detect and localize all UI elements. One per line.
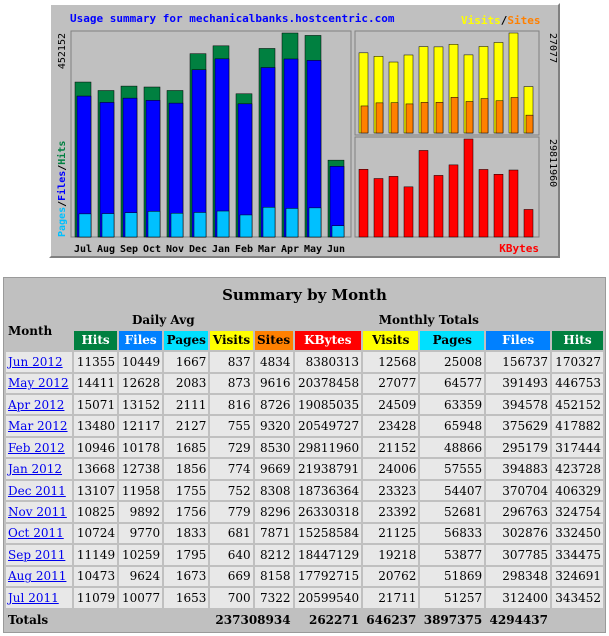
- x-tick-label: Sep: [119, 244, 139, 255]
- daily-hits-cell: 11079: [74, 588, 117, 608]
- col-files: Files: [486, 331, 550, 350]
- month-cell: [6, 395, 72, 414]
- daily-files-cell: 9892: [119, 502, 162, 521]
- kbytes-bar: [464, 139, 473, 237]
- monthly-sites-cell: 9320: [255, 416, 293, 435]
- daily-hits-cell: 10946: [74, 438, 117, 457]
- month-cell: [6, 502, 72, 521]
- sites-legend: Sites: [507, 14, 541, 27]
- col-daily-pages: Pages: [164, 331, 208, 350]
- table-row: [6, 352, 603, 371]
- hits-legend: Hits: [57, 140, 68, 165]
- svg-text:Pages/Files/Hits: [56, 141, 68, 237]
- month-header: Month: [6, 312, 72, 350]
- x-tick-label: May: [303, 244, 323, 255]
- pages-bar: [309, 208, 321, 237]
- monthly-files-cell: 296763: [486, 502, 550, 521]
- monthly-hits-cell: 317444: [552, 438, 603, 457]
- monthly-sites-cell: 9616: [255, 374, 293, 393]
- daily-visits-cell: 640: [210, 545, 252, 564]
- sites-bar: [421, 102, 428, 133]
- total-kbytes: 237308934: [74, 610, 293, 630]
- daily-hits-cell: 15071: [74, 395, 117, 414]
- kbytes-bar: [419, 150, 428, 237]
- daily-pages-cell: 1833: [164, 524, 208, 543]
- visits-legend-text: Visits: [461, 14, 501, 27]
- monthly-sites-cell: 9669: [255, 459, 293, 478]
- daily-hits-cell: 13480: [74, 416, 117, 435]
- monthly-files-cell: 375629: [486, 416, 550, 435]
- x-tick-label: Jul: [73, 244, 93, 255]
- monthly-sites-cell: 8726: [255, 395, 293, 414]
- monthly-sites-cell: 8158: [255, 567, 293, 586]
- daily-hits-cell: 11149: [74, 545, 117, 564]
- monthly-pages-cell: 25008: [420, 352, 484, 371]
- daily-hits-cell: 14411: [74, 374, 117, 393]
- monthly-files-cell: 302876: [486, 524, 550, 543]
- total-hits: 4294437: [486, 610, 550, 630]
- kbytes-bar: [434, 175, 443, 237]
- daily-visits-cell: 752: [210, 481, 252, 500]
- monthly-kbytes-cell: 8380313: [295, 352, 362, 371]
- summary-title: Summary by Month: [6, 280, 603, 310]
- x-tick-label: Feb: [234, 244, 254, 255]
- monthly-visits-cell: 19218: [363, 545, 418, 564]
- daily-visits-cell: 816: [210, 395, 252, 414]
- monthly-kbytes-cell: 29811960: [295, 438, 362, 457]
- daily-files-cell: 10178: [119, 438, 162, 457]
- daily-files-cell: 12628: [119, 374, 162, 393]
- pages-bar: [286, 208, 298, 237]
- month-cell: [6, 459, 72, 478]
- main-max-label: 452152: [57, 33, 68, 70]
- sites-bar: [511, 97, 518, 133]
- daily-files-cell: 10449: [119, 352, 162, 371]
- monthly-sites-cell: 4834: [255, 352, 293, 371]
- monthly-kbytes-cell: 21938791: [295, 459, 362, 478]
- month-link[interactable]: Jun 2012: [8, 354, 63, 369]
- monthly-visits-cell: 12568: [363, 352, 418, 371]
- files-legend: Files: [57, 170, 68, 201]
- daily-files-cell: 13152: [119, 395, 162, 414]
- monthly-visits-cell: 23428: [363, 416, 418, 435]
- x-tick-label: Dec: [188, 244, 208, 255]
- kbytes-bar: [494, 174, 503, 237]
- monthly-files-cell: 312400: [486, 588, 550, 608]
- daily-files-cell: 10259: [119, 545, 162, 564]
- daily-files-cell: 12117: [119, 416, 162, 435]
- month-link[interactable]: Mar 2012: [8, 419, 68, 434]
- kbytes-bar: [374, 179, 383, 237]
- sites-bar: [406, 104, 413, 133]
- files-bar: [192, 70, 206, 237]
- monthly-sites-cell: 8308: [255, 481, 293, 500]
- usage-graph: [49, 3, 560, 258]
- col-daily-visits: Visits: [210, 331, 252, 350]
- monthly-files-cell: 156737: [486, 352, 550, 371]
- monthly-files-cell: 295179: [486, 438, 550, 457]
- kbytes-legend: KBytes: [499, 242, 539, 255]
- month-cell: [6, 545, 72, 564]
- monthly-files-cell: 394578: [486, 395, 550, 414]
- monthly-totals-header: Monthly Totals: [255, 312, 603, 329]
- monthly-pages-cell: 48866: [420, 438, 484, 457]
- monthly-hits-cell: 334475: [552, 545, 603, 564]
- pages-bar: [263, 207, 275, 237]
- daily-hits-cell: 13668: [74, 459, 117, 478]
- daily-hits-cell: 10473: [74, 567, 117, 586]
- kbytes-bar: [389, 176, 398, 237]
- kbytes-bar: [404, 187, 413, 237]
- daily-hits-cell: 10825: [74, 502, 117, 521]
- daily-visits-cell: 700: [210, 588, 252, 608]
- monthly-files-cell: 298348: [486, 567, 550, 586]
- pages-bar: [102, 214, 114, 237]
- monthly-kbytes-cell: 18447129: [295, 545, 362, 564]
- monthly-files-cell: 370704: [486, 481, 550, 500]
- month-cell: [6, 567, 72, 586]
- files-bar: [215, 59, 229, 237]
- pages-bar: [171, 213, 183, 237]
- daily-files-cell: 9624: [119, 567, 162, 586]
- monthly-files-cell: 391493: [486, 374, 550, 393]
- monthly-visits-cell: 21711: [363, 588, 418, 608]
- monthly-pages-cell: 51257: [420, 588, 484, 608]
- col-hits: Hits: [552, 331, 603, 350]
- sites-bar: [376, 103, 383, 133]
- monthly-pages-cell: 65948: [420, 416, 484, 435]
- pages-legend: Pages: [57, 206, 68, 237]
- daily-hits-cell: 10724: [74, 524, 117, 543]
- month-cell: [6, 438, 72, 457]
- pages-bar: [79, 214, 91, 237]
- pages-bar: [148, 211, 160, 237]
- daily-pages-cell: 1795: [164, 545, 208, 564]
- monthly-pages-cell: 52681: [420, 502, 484, 521]
- daily-visits-cell: 779: [210, 502, 252, 521]
- sites-bar: [361, 106, 368, 133]
- monthly-sites-cell: 7322: [255, 588, 293, 608]
- x-tick-label: Apr: [280, 244, 300, 255]
- month-link[interactable]: Sep 2011: [8, 547, 66, 562]
- sites-bar: [391, 103, 398, 133]
- daily-pages-cell: 2127: [164, 416, 208, 435]
- monthly-visits-cell: 20762: [363, 567, 418, 586]
- monthly-pages-cell: 54407: [420, 481, 484, 500]
- kbytes-bar: [524, 209, 533, 237]
- monthly-kbytes-cell: 19085035: [295, 395, 362, 414]
- daily-visits-cell: 837: [210, 352, 252, 371]
- monthly-visits-cell: 21152: [363, 438, 418, 457]
- daily-files-cell: 9770: [119, 524, 162, 543]
- monthly-kbytes-cell: 15258584: [295, 524, 362, 543]
- monthly-kbytes-cell: 20599540: [295, 588, 362, 608]
- total-files: 3897375: [420, 610, 484, 630]
- monthly-hits-cell: 343452: [552, 588, 603, 608]
- daily-visits-cell: 774: [210, 459, 252, 478]
- daily-pages-cell: 1685: [164, 438, 208, 457]
- monthly-visits-cell: 24006: [363, 459, 418, 478]
- col-visits: Visits: [363, 331, 418, 350]
- daily-visits-cell: 669: [210, 567, 252, 586]
- visits-legend: [461, 14, 541, 27]
- month-link[interactable]: Feb 2012: [8, 440, 65, 455]
- daily-pages-cell: 1667: [164, 352, 208, 371]
- table-row: [6, 481, 603, 500]
- month-cell: [6, 416, 72, 435]
- month-cell: [6, 374, 72, 393]
- usage-chart: [51, 5, 558, 256]
- pages-bar: [217, 211, 229, 237]
- table-row: [6, 459, 603, 478]
- daily-visits-cell: 873: [210, 374, 252, 393]
- x-tick-label: Jun: [326, 244, 346, 255]
- monthly-visits-cell: 23392: [363, 502, 418, 521]
- daily-pages-cell: 1856: [164, 459, 208, 478]
- table-row: [6, 502, 603, 521]
- col-daily-files: Files: [119, 331, 162, 350]
- daily-pages-cell: 2111: [164, 395, 208, 414]
- month-link[interactable]: May 2012: [8, 376, 69, 391]
- kbytes-bar: [359, 169, 368, 237]
- table-row: [6, 567, 603, 586]
- monthly-files-cell: 307785: [486, 545, 550, 564]
- daily-visits-cell: 755: [210, 416, 252, 435]
- col-daily-hits: Hits: [74, 331, 117, 350]
- x-tick-label: Oct: [142, 244, 162, 255]
- monthly-hits-cell: 406329: [552, 481, 603, 500]
- chart-title: Usage summary for mechanicalbanks.hostcentric.com: [70, 12, 395, 25]
- pages-bar: [194, 212, 206, 237]
- daily-hits-cell: 11355: [74, 352, 117, 371]
- summary-table: [3, 277, 606, 633]
- daily-visits-cell: 681: [210, 524, 252, 543]
- table-row: [6, 416, 603, 435]
- daily-pages-cell: 1756: [164, 502, 208, 521]
- table-row: [6, 545, 603, 564]
- daily-pages-cell: 1755: [164, 481, 208, 500]
- sites-bar: [451, 97, 458, 133]
- month-link[interactable]: Oct 2011: [8, 526, 64, 541]
- monthly-kbytes-cell: 18736364: [295, 481, 362, 500]
- monthly-visits-cell: 27077: [363, 374, 418, 393]
- monthly-kbytes-cell: 20378458: [295, 374, 362, 393]
- monthly-pages-cell: 53877: [420, 545, 484, 564]
- month-cell: [6, 588, 72, 608]
- month-link[interactable]: Jul 2011: [8, 590, 59, 605]
- pages-bar: [332, 226, 344, 237]
- monthly-visits-cell: 21125: [363, 524, 418, 543]
- daily-visits-cell: 729: [210, 438, 252, 457]
- month-link[interactable]: Aug 2011: [8, 569, 67, 584]
- monthly-pages-cell: 51869: [420, 567, 484, 586]
- table-row: [6, 588, 603, 608]
- daily-pages-cell: 1673: [164, 567, 208, 586]
- total-visits: 262271: [295, 610, 362, 630]
- monthly-kbytes-cell: 26330318: [295, 502, 362, 521]
- monthly-pages-cell: 57555: [420, 459, 484, 478]
- total-pages: 646237: [363, 610, 418, 630]
- sites-bar: [481, 99, 488, 133]
- monthly-visits-cell: 23323: [363, 481, 418, 500]
- monthly-hits-cell: 423728: [552, 459, 603, 478]
- visits-max-label: 27077: [547, 33, 558, 64]
- month-cell: [6, 481, 72, 500]
- sites-bar: [436, 102, 443, 133]
- table-row: [6, 438, 603, 457]
- legend-sep: /: [500, 14, 508, 27]
- sites-bar: [496, 101, 503, 133]
- monthly-visits-cell: 24509: [363, 395, 418, 414]
- monthly-kbytes-cell: 17792715: [295, 567, 362, 586]
- x-tick-label: Mar: [257, 244, 277, 255]
- monthly-hits-cell: 452152: [552, 395, 603, 414]
- month-link[interactable]: Apr 2012: [8, 397, 65, 412]
- month-link[interactable]: Jan 2012: [8, 462, 63, 477]
- monthly-sites-cell: 8296: [255, 502, 293, 521]
- daily-pages-cell: 1653: [164, 588, 208, 608]
- x-tick-label: Aug: [96, 244, 116, 255]
- month-link[interactable]: Nov 2011: [8, 504, 67, 519]
- kbytes-bar: [449, 165, 458, 237]
- monthly-sites-cell: 7871: [255, 524, 293, 543]
- table-row: [6, 395, 603, 414]
- table-row: [6, 374, 603, 393]
- monthly-hits-cell: 446753: [552, 374, 603, 393]
- x-tick-label: Jan: [211, 244, 231, 255]
- daily-files-cell: 11958: [119, 481, 162, 500]
- daily-files-cell: 10077: [119, 588, 162, 608]
- month-cell: [6, 524, 72, 543]
- monthly-hits-cell: 170327: [552, 352, 603, 371]
- monthly-pages-cell: 64577: [420, 374, 484, 393]
- monthly-sites-cell: 8212: [255, 545, 293, 564]
- totals-row: [6, 610, 603, 630]
- slash-legend: /: [57, 200, 68, 207]
- daily-avg-header: Daily Avg: [74, 312, 253, 329]
- month-cell: [6, 352, 72, 371]
- kbytes-bar: [479, 169, 488, 237]
- monthly-hits-cell: 324691: [552, 567, 603, 586]
- monthly-files-cell: 394883: [486, 459, 550, 478]
- sites-bar: [526, 115, 533, 133]
- x-tick-label: Nov: [165, 244, 185, 255]
- monthly-hits-cell: 417882: [552, 416, 603, 435]
- monthly-hits-cell: 332450: [552, 524, 603, 543]
- daily-files-cell: 12738: [119, 459, 162, 478]
- col-kbytes: KBytes: [295, 331, 362, 350]
- kbytes-max-label: 29811960: [547, 139, 558, 188]
- col-sites: Sites: [255, 331, 293, 350]
- main-ylabel: [56, 141, 68, 237]
- month-link[interactable]: Dec 2011: [8, 483, 66, 498]
- slash-legend-2: /: [57, 164, 68, 171]
- pages-bar: [240, 215, 252, 237]
- table-row: [6, 524, 603, 543]
- col-pages: Pages: [420, 331, 484, 350]
- kbytes-bar: [509, 170, 518, 237]
- daily-hits-cell: 13107: [74, 481, 117, 500]
- sites-bar: [466, 101, 473, 133]
- daily-pages-cell: 2083: [164, 374, 208, 393]
- pages-bar: [125, 213, 137, 237]
- monthly-hits-cell: 324754: [552, 502, 603, 521]
- totals-label: Totals: [6, 610, 72, 630]
- monthly-pages-cell: 56833: [420, 524, 484, 543]
- monthly-pages-cell: 63359: [420, 395, 484, 414]
- monthly-kbytes-cell: 20549727: [295, 416, 362, 435]
- monthly-sites-cell: 8530: [255, 438, 293, 457]
